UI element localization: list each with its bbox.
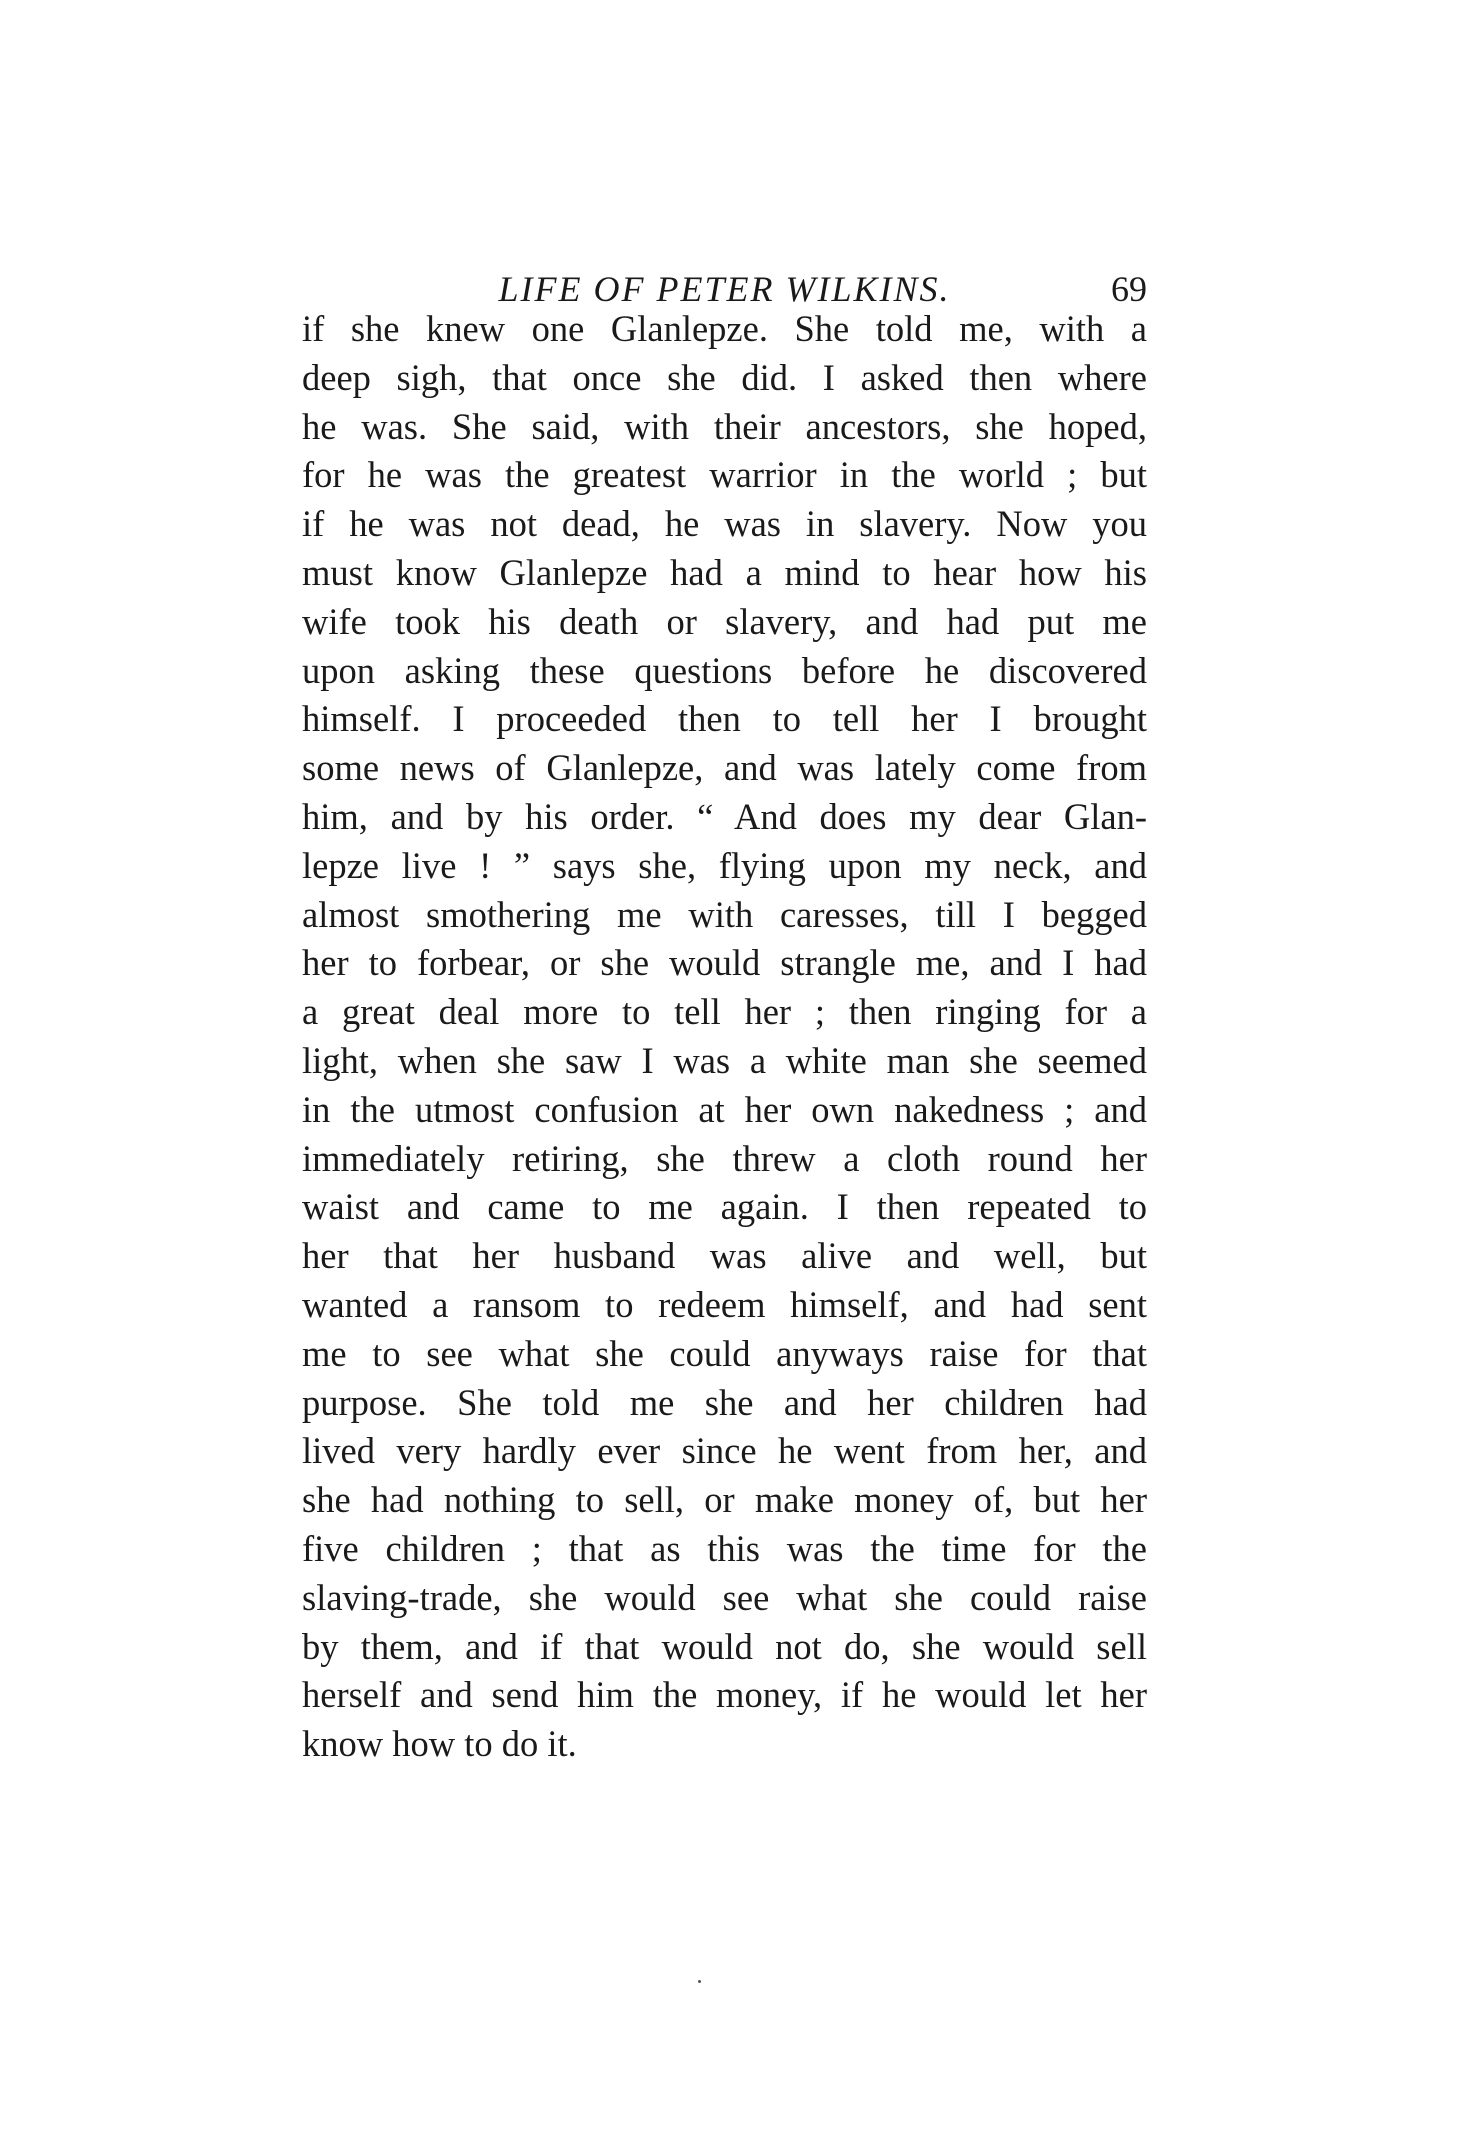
text-line: if he was not dead, he was in slavery. Now you: [302, 503, 1147, 545]
text-line: some news of Glanlepze, and was lately come from: [302, 747, 1147, 789]
body-text: [302, 305, 1147, 1769]
text-line: in the utmost confusion at her own nakedness ; and: [302, 1088, 1147, 1130]
text-line: her to forbear, or she would strangle me, and I had: [302, 942, 1147, 984]
text-line: wanted a ransom to redeem himself, and had sent: [302, 1283, 1147, 1325]
running-title: LIFE OF PETER WILKINS.: [498, 269, 951, 309]
page-number: 69: [1111, 269, 1147, 309]
text-line: know how to do it.: [302, 1723, 577, 1765]
text-line: must know Glanlepze had a mind to hear how his: [302, 551, 1147, 593]
text-line: five children ; that as this was the time for the: [302, 1527, 1147, 1569]
text-line: slaving-trade, she would see what she could raise: [302, 1576, 1147, 1618]
text-line: almost smothering me with caresses, till I begged: [302, 893, 1147, 935]
text-line: her that her husband was alive and well, but: [302, 1235, 1147, 1277]
text-line: for he was the greatest warrior in the world ; but: [302, 454, 1147, 496]
text-line: herself and send him the money, if he would let her: [302, 1674, 1147, 1716]
text-line: purpose. She told me she and her children had: [302, 1381, 1147, 1423]
text-line: upon asking these questions before he discovered: [302, 649, 1147, 691]
text-line: deep sigh, that once she did. I asked then where: [302, 356, 1147, 398]
text-line: by them, and if that would not do, she would sell: [302, 1625, 1147, 1667]
text-line: immediately retiring, she threw a cloth round her: [302, 1137, 1147, 1179]
text-line: she had nothing to sell, or make money of, but her: [302, 1479, 1147, 1521]
text-line: lived very hardly ever since he went from her, and: [302, 1430, 1147, 1472]
text-line: me to see what she could anyways raise for that: [302, 1332, 1147, 1374]
text-line: he was. She said, with their ancestors, she hoped,: [302, 405, 1147, 447]
text-line: himself. I proceeded then to tell her I brought: [302, 698, 1147, 740]
text-line: wife took his death or slavery, and had put me: [302, 600, 1147, 642]
text-line: light, when she saw I was a white man she seemed: [302, 1039, 1147, 1081]
text-line: waist and came to me again. I then repeated to: [302, 1186, 1147, 1228]
text-line: lepze live ! ” says she, flying upon my neck, and: [302, 844, 1147, 886]
text-line: a great deal more to tell her ; then ringing for a: [302, 991, 1147, 1033]
text-line: him, and by his order. “ And does my dear Glan-: [302, 795, 1147, 837]
stray-ink-mark: [698, 1980, 701, 1983]
text-line: if she knew one Glanlepze. She told me, with a: [302, 308, 1147, 349]
